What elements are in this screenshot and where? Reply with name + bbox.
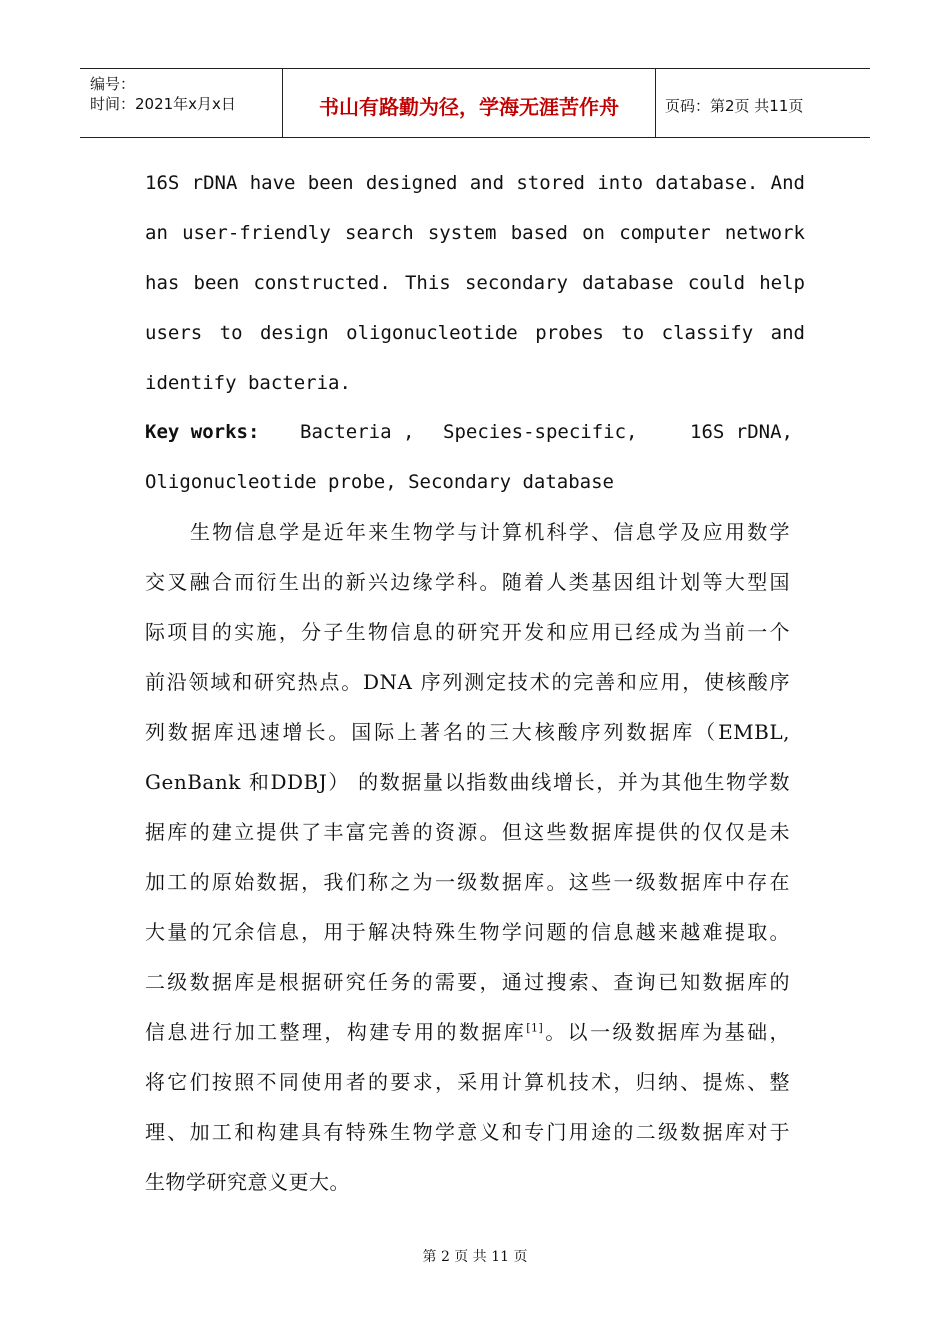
motto: 书山有路勤为径，学海无涯苦作舟 xyxy=(319,95,619,119)
header-table xyxy=(80,68,870,138)
header-motto-cell xyxy=(282,69,656,137)
abstract-line: an user-friendly search system based on computer network xyxy=(145,222,805,244)
paragraph-line: 将它们按照不同使用者的要求，采用计算机技术，归纳、提炼、整 xyxy=(145,1070,790,1094)
header-page-cell xyxy=(655,69,870,137)
paragraph-line: 交叉融合而衍生出的新兴边缘学科。随着人类基因组计划等大型国 xyxy=(145,570,790,594)
paragraph-line xyxy=(145,1020,790,1044)
keyword-term: 16S rDNA, xyxy=(690,421,793,443)
paragraph-line: 生物学研究意义更大。 xyxy=(145,1170,350,1194)
keyword-term: Species-specific, xyxy=(443,421,638,443)
keywords-label: Key works: xyxy=(145,421,260,443)
paragraph-text: 。以一级数据库为基础， xyxy=(543,1020,791,1044)
paragraph-line: 理、加工和构建具有特殊生物学意义和专门用途的二级数据库对于 xyxy=(145,1120,790,1144)
number-label: 编号： xyxy=(90,75,136,93)
paragraph-line: GenBank 和DDBJ） 的数据量以指数曲线增长，并为其他生物学数 xyxy=(145,770,790,794)
citation-ref: [1] xyxy=(526,1021,544,1035)
abstract-line: identify bacteria. xyxy=(145,372,351,394)
keyword-term: Bacteria , xyxy=(300,421,415,443)
abstract-line: users to design oligonucleotide probes to classify and xyxy=(145,322,805,344)
page-label: 页码：第2页 共11页 xyxy=(665,97,804,115)
paragraph-line: 际项目的实施，分子生物信息的研究开发和应用已经成为当前一个 xyxy=(145,620,790,644)
abstract-line: 16S rDNA have been designed and stored into database. And xyxy=(145,172,805,194)
paragraph-line: 二级数据库是根据研究任务的需要，通过搜索、查询已知数据库的 xyxy=(145,970,790,994)
paragraph-line: 加工的原始数据，我们称之为一级数据库。这些一级数据库中存在 xyxy=(145,870,790,894)
keywords-line xyxy=(145,421,805,443)
paragraph-line: 大量的冗余信息，用于解决特殊生物学问题的信息越来越难提取。 xyxy=(145,920,790,944)
page-footer: 第 2 页 共 11 页 xyxy=(422,1249,528,1265)
paragraph-text: 信息进行加工整理，构建专用的数据库 xyxy=(145,1020,527,1044)
time-label: 时间：2021年x月x日 xyxy=(90,95,236,113)
paragraph-line: 前沿领域和研究热点。DNA 序列测定技术的完善和应用，使核酸序 xyxy=(145,670,790,694)
paragraph-line: 据库的建立提供了丰富完善的资源。但这些数据库提供的仅仅是未 xyxy=(145,820,790,844)
abstract-line: has been constructed. This secondary database could help xyxy=(145,272,805,294)
keywords-line-2: Oligonucleotide probe, Secondary database xyxy=(145,471,614,493)
paragraph-line: 列数据库迅速增长。国际上著名的三大核酸序列数据库（EMBL, xyxy=(145,720,790,744)
paragraph-line: 生物信息学是近年来生物学与计算机科学、信息学及应用数学 xyxy=(190,520,790,544)
header-meta-cell xyxy=(80,69,282,137)
